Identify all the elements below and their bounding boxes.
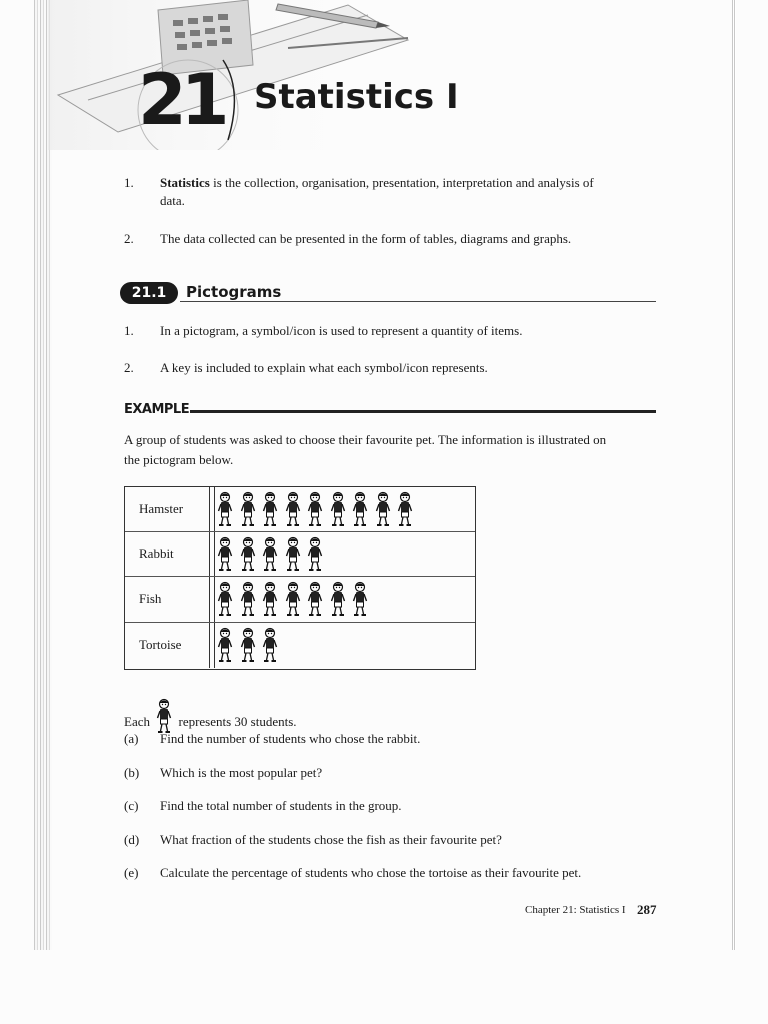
example-intro-line-1: A group of students was asked to choose their favourite pet. The information is illustrated on [124, 432, 607, 447]
student-icon [307, 536, 323, 572]
section-rule [180, 301, 656, 302]
column-divider [209, 623, 215, 668]
pictogram-row-rabbit [125, 532, 475, 577]
example-intro-line-2: the pictogram below. [124, 452, 234, 467]
pictogram-table [124, 486, 476, 670]
chapter-number: 21 [138, 59, 224, 141]
student-icon [262, 536, 278, 572]
key-text-before: Each [124, 714, 150, 729]
footer-chapter: Chapter 21: Statistics I [525, 904, 626, 916]
student-icon [352, 581, 368, 617]
student-icon [262, 627, 278, 663]
category-label: Rabbit [139, 545, 174, 561]
item-number: 1. [124, 175, 134, 190]
question-number: (c) [124, 798, 139, 813]
pictogram-key [124, 690, 424, 729]
question-text: What fraction of the students chose the fish as their favourite pet? [160, 832, 502, 847]
chapter-title: Statistics I [254, 77, 459, 117]
item-number: 2. [124, 360, 134, 375]
question-text: Find the total number of students in the group. [160, 798, 402, 813]
column-divider [209, 532, 215, 576]
student-icon [307, 491, 323, 527]
student-icon [285, 536, 301, 572]
item-number: 1. [124, 323, 134, 338]
category-label: Tortoise [139, 637, 182, 652]
question-number: (b) [124, 765, 140, 780]
question-text: Find the number of students who chose the rabbit. [160, 731, 421, 746]
student-icon [330, 491, 346, 527]
section-number-badge: 21.1 [120, 282, 178, 304]
section-title: Pictograms [186, 283, 282, 301]
student-icon [240, 627, 256, 663]
student-icon [262, 581, 278, 617]
question-number: (d) [124, 832, 140, 847]
student-icon [375, 491, 391, 527]
pictogram-row-fish [125, 577, 475, 623]
question-text: Which is the most popular pet? [160, 765, 323, 780]
key-text-after: represents 30 students. [178, 714, 297, 729]
question-number: (e) [124, 865, 139, 880]
student-icon [285, 491, 301, 527]
student-icon [240, 581, 256, 617]
section-item-1 [124, 322, 658, 340]
item-text: In a pictogram, a symbol/icon is used to represent a quantity of items. [160, 323, 523, 338]
header-illustration [48, 0, 428, 150]
section-item-2 [124, 359, 658, 377]
student-icon [240, 536, 256, 572]
student-icon [262, 491, 278, 527]
term-statistics: Statistics [160, 175, 210, 190]
item-number: 2. [124, 231, 134, 246]
definition-text-cont: data. [160, 193, 185, 208]
page-number: 287 [637, 902, 657, 917]
student-icon [217, 491, 233, 527]
student-icon [285, 581, 301, 617]
column-divider [209, 577, 215, 622]
category-label: Hamster [139, 500, 184, 516]
pictogram-row-tortoise [125, 623, 475, 668]
definition-text: is the collection, organisation, presentation, interpretation and analysis of [209, 175, 594, 190]
student-icon [217, 627, 233, 663]
example-rule [190, 410, 656, 413]
student-icon [397, 491, 413, 527]
intro-item-2 [124, 230, 658, 248]
question-text: Calculate the percentage of students who chose the tortoise as their favourite pet. [160, 865, 582, 880]
pictogram-row-hamster [125, 487, 475, 532]
intro-item-1 [124, 174, 658, 214]
page-edge [732, 0, 736, 950]
section-heading [120, 281, 656, 307]
student-icon [156, 698, 172, 734]
student-icon [307, 581, 323, 617]
student-icon [240, 491, 256, 527]
question-number: (a) [124, 731, 139, 746]
student-icon [330, 581, 346, 617]
example-heading [124, 402, 656, 420]
student-icon [217, 536, 233, 572]
item-text: The data collected can be presented in the form of tables, diagrams and graphs. [160, 231, 572, 246]
item-text: A key is included to explain what each symbol/icon represents. [160, 360, 488, 375]
category-label: Fish [139, 591, 162, 606]
column-divider [209, 487, 215, 531]
student-icon [352, 491, 368, 527]
example-intro [124, 430, 658, 470]
example-label: EXAMPLE [124, 402, 190, 417]
student-icon [217, 581, 233, 617]
